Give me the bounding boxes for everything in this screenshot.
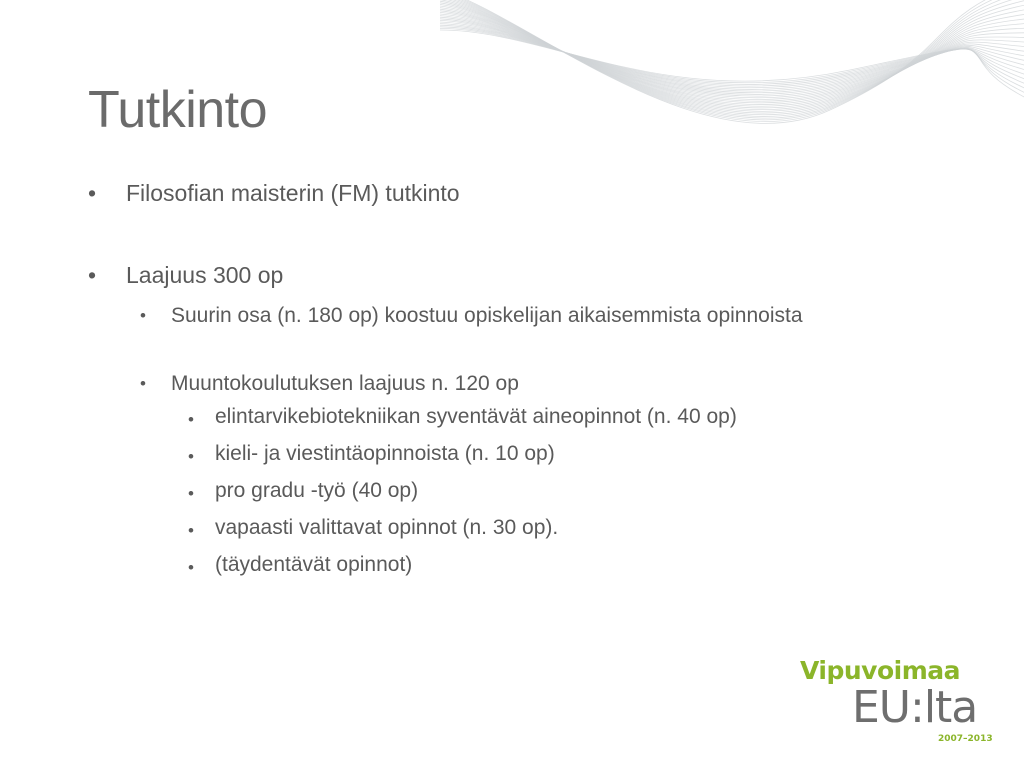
bullet-item: Laajuus 300 op — [126, 262, 284, 288]
bullet-marker: • — [140, 374, 146, 393]
wave-line — [440, 0, 1024, 115]
bullet-item: kieli- ja viestintäopinnoista (n. 10 op) — [215, 442, 555, 465]
bullet-marker: • — [188, 558, 194, 577]
logo-line-2: EU:lta — [852, 682, 978, 733]
wave-line — [440, 0, 1024, 117]
wave-line — [440, 12, 1024, 99]
wave-line — [440, 8, 1024, 105]
wave-line — [440, 14, 1024, 98]
wave-line — [440, 0, 1024, 113]
bullet-item: pro gradu -työ (40 op) — [215, 479, 419, 502]
bullet-marker: • — [88, 180, 97, 206]
wave-line — [440, 20, 1024, 91]
bullet-item: Muuntokoulutuksen laajuus n. 120 op — [171, 372, 519, 395]
wave-line — [440, 0, 1024, 118]
bullet-marker: • — [188, 447, 194, 466]
wave-line — [440, 6, 1024, 106]
bullet-item: vapaasti valittavat opinnot (n. 30 op). — [215, 516, 559, 539]
vipuvoimaa-eulta-logo — [800, 656, 1000, 746]
bullet-item: Filosofian maisterin (FM) tutkinto — [126, 180, 460, 206]
bullet-marker: • — [88, 262, 97, 288]
logo-line-1: Vipuvoimaa — [800, 656, 961, 685]
bullet-marker: • — [188, 410, 194, 429]
wave-line — [440, 19, 1024, 93]
bullet-marker: • — [188, 521, 194, 540]
slide-title: Tutkinto — [88, 81, 268, 139]
bullet-item: (täydentävät opinnot) — [215, 553, 413, 576]
logo-years: 2007–2013 — [938, 734, 993, 744]
bullet-marker: • — [188, 484, 194, 503]
bullet-item: Suurin osa (n. 180 op) koostuu opiskelijan aikaisemmista opinnoista — [171, 304, 803, 327]
bullet-marker: • — [140, 306, 146, 325]
bullet-item: elintarvikebiotekniikan syventävät aineopinnot (n. 40 op) — [215, 405, 737, 428]
